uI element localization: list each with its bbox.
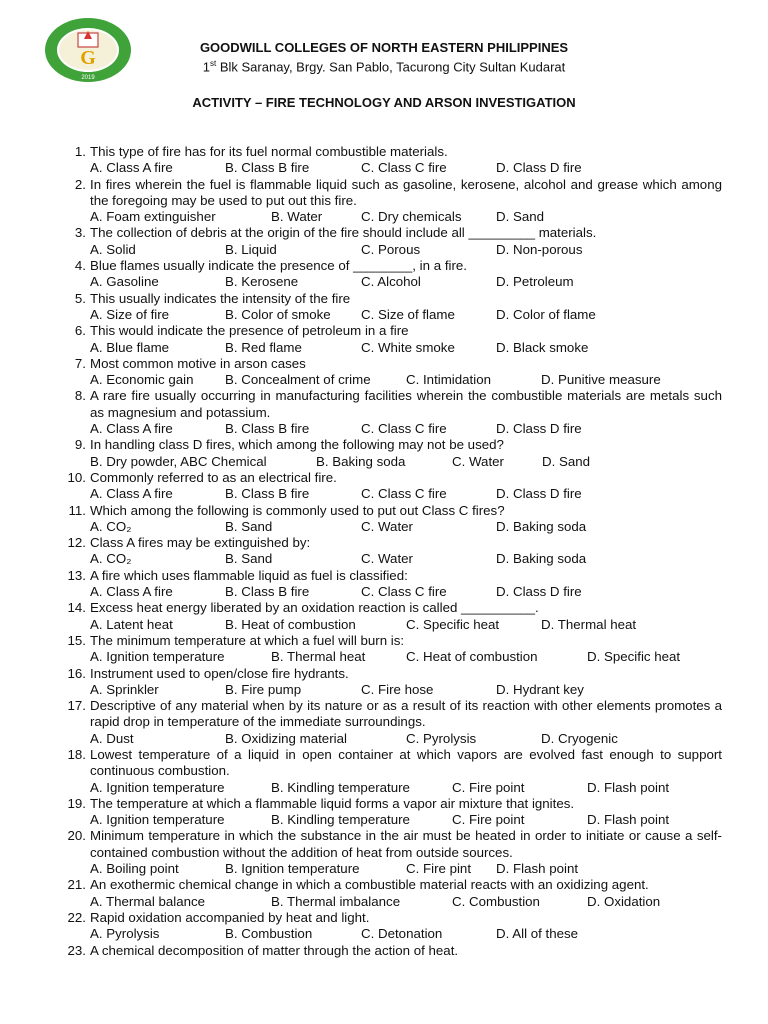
options [90, 812, 722, 828]
option-c: C. Alcohol [361, 274, 421, 290]
option-c: C. Water [452, 453, 504, 469]
option-b: B. Ignition temperature [225, 861, 360, 877]
option-a: A. CO₂ [90, 551, 132, 567]
option-c: C. Class C fire [361, 584, 447, 600]
option-d: D. Black smoke [496, 339, 589, 355]
question-text: Lowest temperature of a liquid in open container at which vapors are evolved fast enough to support continuous combustion. [90, 746, 722, 779]
option-d: D. Hydrant key [496, 681, 584, 697]
options [90, 372, 722, 388]
option-d: D. Thermal heat [541, 616, 637, 632]
option-b: B. Class B fire [225, 584, 310, 600]
question-19 [60, 796, 722, 829]
question-text: Which among the following is commonly used to put out Class C fires? [90, 502, 505, 518]
option-d: D. Non-porous [496, 241, 583, 257]
options [90, 584, 722, 600]
school-address [150, 55, 618, 75]
question-text: Instrument used to open/close fire hydrants. [90, 665, 349, 681]
option-a: A. Class A fire [90, 584, 173, 600]
option-a: A. Ignition temperature [90, 812, 225, 828]
options [90, 551, 722, 567]
question-number: 17. [67, 698, 86, 714]
question-23 [60, 943, 722, 959]
question-16 [60, 666, 722, 699]
options [90, 242, 722, 258]
question-number: 16. [67, 665, 86, 681]
option-b: B. Combustion [225, 926, 313, 942]
question-3 [60, 225, 722, 258]
option-d: D. Baking soda [496, 551, 587, 567]
question-text: Excess heat energy liberated by an oxidation reaction is called __________. [90, 600, 539, 616]
question-18 [60, 747, 722, 796]
question-10 [60, 470, 722, 503]
option-b: B. Thermal heat [271, 649, 366, 665]
question-12 [60, 535, 722, 568]
option-b: B. Thermal imbalance [271, 893, 401, 909]
question-2 [60, 177, 722, 226]
activity-title: ACTIVITY – FIRE TECHNOLOGY AND ARSON INVESTIGATION [192, 95, 576, 110]
options [90, 454, 722, 470]
option-d: D. Oxidation [587, 893, 661, 909]
option-b: B. Liquid [225, 241, 277, 257]
option-c: C. Class C fire [361, 486, 447, 502]
option-c: C. Pyrolysis [406, 730, 477, 746]
question-text: The collection of debris at the origin of the fire should include all _________ materials. [90, 225, 597, 241]
option-d: D. Sand [542, 453, 591, 469]
option-a: A. Dust [90, 730, 134, 746]
question-number: 6. [74, 323, 86, 339]
option-a: A. Thermal balance [90, 893, 206, 909]
option-b: B. Kindling temperature [271, 779, 410, 795]
question-number: 4. [74, 258, 86, 274]
school-logo [44, 17, 132, 83]
question-22 [60, 910, 722, 943]
question-text: Minimum temperature in which the substance in the air must be heated in order to initiate or cause a self-contained combustion without the addition of heat from outside sources. [90, 828, 722, 860]
options [90, 894, 722, 910]
question-text: This usually indicates the intensity of the fire [90, 290, 351, 306]
option-a: A. Ignition temperature [90, 779, 225, 795]
question-number: 10. [67, 469, 86, 485]
option-c: C. Heat of combustion [406, 649, 538, 665]
question-number: 9. [74, 437, 86, 453]
option-c: C. Combustion [452, 893, 540, 909]
question-text: This type of fire has for its fuel normal combustible materials. [90, 144, 448, 159]
options [90, 274, 722, 290]
question-number: 21. [67, 877, 86, 893]
question-number: 18. [67, 746, 86, 762]
question-number: 15. [67, 632, 86, 648]
question-20 [60, 828, 722, 877]
option-a: A. Blue flame [90, 339, 170, 355]
question-4 [60, 258, 722, 291]
option-c: C. Water [361, 518, 413, 534]
options [90, 682, 722, 698]
option-d: D. Color of flame [496, 306, 596, 322]
option-b: B. Fire pump [225, 681, 302, 697]
question-text: An exothermic chemical change in which a combustible material reacts with an oxidizing agent. [90, 877, 649, 893]
option-a: A. Solid [90, 241, 136, 257]
options [90, 731, 722, 747]
option-c: C. Specific heat [406, 616, 500, 632]
question-7 [60, 356, 722, 389]
option-c: C. Water [361, 551, 413, 567]
option-b: B. Class B fire [225, 160, 310, 176]
option-d: D. Class D fire [496, 421, 582, 437]
question-number: 20. [67, 828, 86, 844]
option-d: D. Flash point [496, 861, 579, 877]
option-d: D. Petroleum [496, 274, 574, 290]
option-c: C. Intimidation [406, 372, 491, 388]
option-d: D. Specific heat [587, 649, 681, 665]
question-21 [60, 877, 722, 910]
logo-year: 2019 [81, 75, 95, 81]
option-b: B. Heat of combustion [225, 616, 356, 632]
question-number: 14. [67, 600, 86, 616]
options [90, 926, 722, 942]
option-a: A. Class A fire [90, 421, 173, 437]
question-15 [60, 633, 722, 666]
question-text: Rapid oxidation accompanied by heat and light. [90, 909, 370, 925]
option-b: B. Concealment of crime [225, 372, 371, 388]
option-d: D. Sand [496, 209, 545, 225]
options [90, 307, 722, 323]
question-6 [60, 323, 722, 356]
option-a: A. Boiling point [90, 861, 179, 877]
option-d: D. Class D fire [496, 486, 582, 502]
option-d: D. Class D fire [496, 160, 582, 176]
option-a: A. Class A fire [90, 160, 173, 176]
option-a: B. Dry powder, ABC Chemical [90, 453, 267, 469]
options [90, 617, 722, 633]
option-a: A. Foam extinguisher [90, 209, 216, 225]
school-name: GOODWILL COLLEGES OF NORTH EASTERN PHILIPPINES [199, 40, 569, 55]
options [90, 519, 722, 535]
option-a: A. Pyrolysis [90, 926, 160, 942]
question-17 [60, 698, 722, 747]
option-a: A. Size of fire [90, 306, 170, 322]
address-number: 1 [202, 59, 210, 75]
option-d: D. Cryogenic [541, 730, 618, 746]
options [90, 780, 722, 796]
options [90, 649, 722, 665]
question-number: 1. [74, 144, 86, 159]
option-c: C. Dry chemicals [361, 209, 462, 225]
question-number: 5. [74, 290, 86, 306]
question-text: Class A fires may be extinguished by: [90, 535, 311, 551]
question-number: 19. [67, 795, 86, 811]
question-13 [60, 568, 722, 601]
option-c: C. Class C fire [361, 421, 447, 437]
option-c: C. Detonation [361, 926, 443, 942]
option-c: C. Porous [361, 241, 421, 257]
option-d: D. Class D fire [496, 584, 582, 600]
question-number: 22. [67, 909, 86, 925]
question-text: The minimum temperature at which a fuel will burn is: [90, 632, 405, 648]
question-text: A rare fire usually occurring in manufacturing facilities wherein the combustible materials are metals such as magnesium and potassium. [90, 388, 722, 420]
option-a: A. Latent heat [90, 616, 173, 632]
options [90, 209, 722, 225]
option-a: A. Sprinkler [90, 681, 159, 697]
question-text: In handling class D fires, which among the following may not be used? [90, 437, 504, 453]
question-text: Commonly referred to as an electrical fire. [90, 469, 337, 485]
question-number: 12. [67, 535, 86, 551]
address-ordinal: st [209, 59, 217, 68]
options [90, 160, 722, 176]
options [90, 861, 722, 877]
question-number: 7. [74, 355, 86, 371]
option-d: D. Baking soda [496, 518, 587, 534]
question-text: The temperature at which a flammable liquid forms a vapor air mixture that ignites. [90, 795, 575, 811]
option-d: D. Punitive measure [541, 372, 661, 388]
question-1 [60, 144, 722, 177]
question-8 [60, 388, 722, 437]
option-b: B. Color of smoke [225, 306, 331, 322]
options [90, 421, 722, 437]
question-14 [60, 600, 722, 633]
question-text: In fires wherein the fuel is flammable liquid such as gasoline, kerosene, alcohol and grease which among the foregoing may be used to put out this fire. [90, 176, 722, 208]
question-text: Most common motive in arson cases [90, 355, 306, 371]
question-11 [60, 503, 722, 536]
option-b: B. Sand [225, 518, 273, 534]
option-b: B. Red flame [225, 339, 302, 355]
question-number: 2. [74, 176, 86, 192]
question-5 [60, 291, 722, 324]
logo-letter: G [80, 47, 96, 69]
option-d: D. Flash point [587, 779, 670, 795]
option-c: C. Class C fire [361, 160, 447, 176]
question-text: A fire which uses flammable liquid as fuel is classified: [90, 567, 408, 583]
options [90, 486, 722, 502]
option-d: D. All of these [496, 926, 579, 942]
question-list [60, 144, 722, 959]
options [90, 340, 722, 356]
option-c: C. Fire point [452, 812, 525, 828]
question-number: 8. [74, 388, 86, 404]
question-text: This would indicate the presence of petroleum in a fire [90, 323, 409, 339]
option-b: B. Baking soda [316, 453, 406, 469]
option-b: B. Class B fire [225, 486, 310, 502]
question-number: 11. [68, 502, 86, 518]
question-number: 23. [67, 942, 86, 958]
question-text: Blue flames usually indicate the presence of ________, in a fire. [90, 258, 467, 274]
option-c: C. Fire point [452, 779, 525, 795]
option-b: B. Oxidizing material [225, 730, 347, 746]
option-c: C. Fire pint [406, 861, 472, 877]
option-c: C. Fire hose [361, 681, 434, 697]
option-b: B. Kerosene [225, 274, 299, 290]
question-number: 3. [74, 225, 86, 241]
option-b: B. Kindling temperature [271, 812, 410, 828]
address-rest: Blk Saranay, Brgy. San Pablo, Tacurong City Sultan Kudarat [216, 59, 566, 75]
question-text: Descriptive of any material when by its nature or as a result of its reaction with other elements promotes a rapid drop in temperature of the immediate surroundings. [90, 698, 722, 730]
option-a: A. Economic gain [90, 372, 194, 388]
option-b: B. Class B fire [225, 421, 310, 437]
option-a: A. CO₂ [90, 518, 132, 534]
option-a: A. Ignition temperature [90, 649, 225, 665]
option-a: A. Class A fire [90, 486, 173, 502]
question-text: A chemical decomposition of matter through the action of heat. [90, 942, 459, 958]
question-number: 13. [67, 567, 86, 583]
document-header [150, 40, 618, 75]
option-c: C. Size of flame [361, 306, 455, 322]
option-a: A. Gasoline [90, 274, 159, 290]
option-b: B. Sand [225, 551, 273, 567]
option-b: B. Water [271, 209, 323, 225]
question-9 [60, 437, 722, 470]
option-c: C. White smoke [361, 339, 455, 355]
option-d: D. Flash point [587, 812, 670, 828]
